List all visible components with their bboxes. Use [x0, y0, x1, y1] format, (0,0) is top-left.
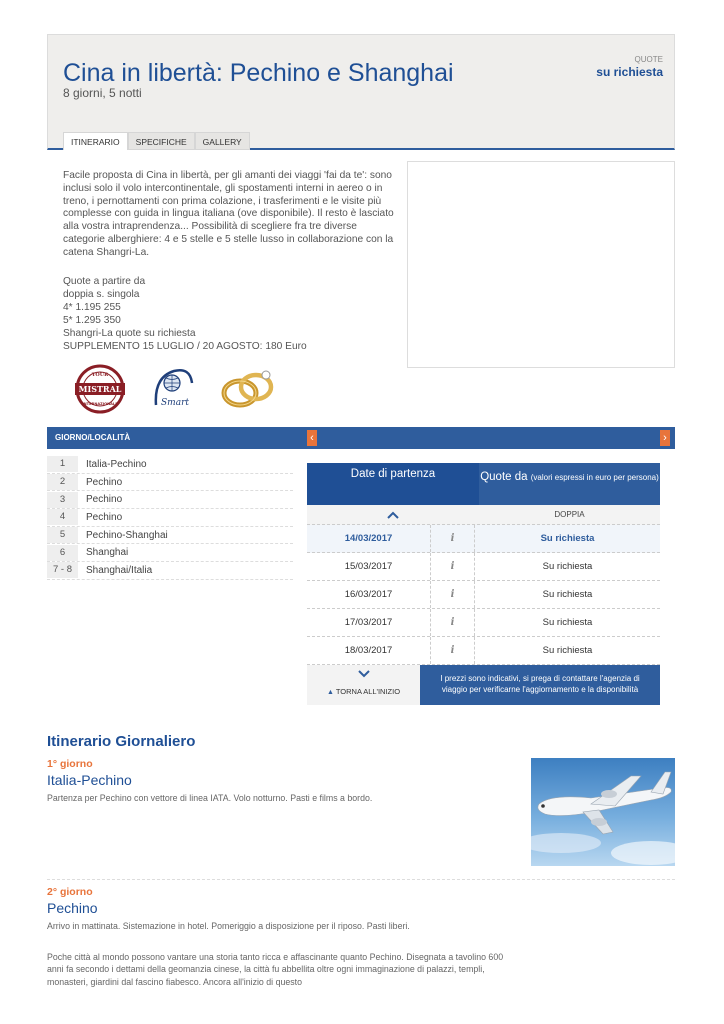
- chevron-down-icon[interactable]: [307, 665, 420, 683]
- info-icon[interactable]: i: [431, 553, 475, 580]
- intro-description: [63, 170, 398, 272]
- price-disclaimer: I prezzi sono indicativi, si prega di contattare l'agenzia di viaggio per verificarne l'aggiornamento e la disponibilità: [420, 665, 660, 705]
- chevron-up-icon[interactable]: [307, 505, 479, 524]
- schedule-header-label: GIORNO/LOCALITÀ: [55, 433, 131, 442]
- partner-logos: [72, 364, 280, 414]
- day-place: Pechino: [86, 511, 123, 523]
- svg-text:Smart: Smart: [161, 398, 189, 408]
- departure-date: 17/03/2017: [307, 609, 431, 636]
- day-description: Arrivo in mattinata. Sistemazione in hotel. Pomeriggio a disposizione per il riposo. Pasti liberi.: [47, 921, 410, 931]
- price-value: Su richiesta: [542, 645, 593, 656]
- departure-date: 15/03/2017: [307, 553, 431, 580]
- trip-image-placeholder: [407, 161, 675, 368]
- tab-bar: [63, 132, 250, 150]
- day-number: 7 - 8: [47, 562, 78, 578]
- day-number: 2: [47, 474, 78, 490]
- table-row[interactable]: [307, 553, 660, 581]
- day-place: Shanghai: [86, 547, 129, 559]
- day-place: Italia-Pechino: [86, 458, 147, 470]
- itinerary-title: Itinerario Giornaliero: [47, 733, 196, 750]
- mistral-logo: [72, 364, 128, 414]
- price-value: Su richiesta: [542, 589, 593, 600]
- day-description: Partenza per Pechino con vettore di linea IATA. Volo notturno. Pasti e films a bordo.: [47, 793, 373, 803]
- table-row[interactable]: [307, 609, 660, 637]
- day-number: 3: [47, 492, 78, 508]
- list-item[interactable]: [47, 509, 293, 527]
- intro-text: Facile proposta di Cina in libertà, per gli amanti dei viaggi 'fai da te': sono inclusi solo il volo intercontinentale, gli spostamenti interni in aereo o in treno, i pernottamenti con prima colazione, i trasferimenti e le visite più complesse con guida in lingua italiana (ove disponibile). Il resto è lasciato alla vostra intraprendenza... Possibilità di scegliere fra tre diverse categorie alberghiere: 4 e 5 stelle e 5 stelle lusso in collaborazione con la catena Shangri-La.: [63, 170, 394, 258]
- quote-value: su richiesta: [596, 65, 663, 79]
- quote-label: QUOTE: [634, 55, 663, 64]
- calendar-subheader: [307, 505, 660, 525]
- calendar-header: [307, 463, 660, 505]
- smart-logo: [150, 365, 196, 413]
- info-icon[interactable]: i: [431, 525, 475, 552]
- itinerary-day-1: [47, 758, 517, 805]
- info-icon[interactable]: i: [431, 609, 475, 636]
- day-number: 6: [47, 545, 78, 561]
- back-to-top-link[interactable]: [307, 687, 420, 696]
- day-place: Shanghai/Italia: [86, 564, 153, 576]
- price-line: 4* 1.195 255: [63, 302, 121, 313]
- back-to-top-label: TORNA ALL'INIZIO: [335, 687, 401, 696]
- tab-itinerario[interactable]: ITINERARIO: [63, 132, 128, 150]
- section-divider: [47, 879, 675, 880]
- schedule-header: [47, 427, 675, 449]
- trip-duration: 8 giorni, 5 notti: [63, 86, 142, 100]
- price-line: Quote a partire da: [63, 276, 146, 287]
- price-info: [63, 275, 307, 353]
- tab-gallery[interactable]: GALLERY: [195, 132, 250, 150]
- price-value: Su richiesta: [542, 561, 593, 572]
- list-item[interactable]: [47, 456, 293, 474]
- trip-header: [47, 34, 675, 150]
- info-icon[interactable]: i: [431, 637, 475, 664]
- departure-date: 14/03/2017: [307, 525, 431, 552]
- price-line: 5* 1.295 350: [63, 315, 121, 326]
- double-room-label: DOPPIA: [554, 510, 585, 519]
- price-value: Su richiesta: [540, 533, 595, 544]
- airplane-image: [531, 758, 675, 866]
- day-label: 1° giorno: [47, 758, 93, 770]
- departure-header: Date di partenza: [307, 463, 479, 505]
- triangle-up-icon: ▲: [326, 689, 334, 696]
- price-value: Su richiesta: [542, 617, 593, 628]
- price-line: SUPPLEMENTO 15 LUGLIO / 20 AGOSTO: 180 Euro: [63, 341, 307, 352]
- table-row[interactable]: [307, 525, 660, 553]
- departure-date: 18/03/2017: [307, 637, 431, 664]
- wedding-rings-logo: [218, 365, 280, 413]
- table-row[interactable]: [307, 637, 660, 665]
- day-place: Pechino: [86, 494, 123, 506]
- calendar-footer: [307, 665, 660, 705]
- day-number: 1: [47, 456, 78, 472]
- list-item[interactable]: [47, 562, 293, 580]
- quotes-header-note: (valori espressi in euro per persona): [530, 473, 659, 482]
- info-icon[interactable]: i: [431, 581, 475, 608]
- day-place: Pechino: [86, 476, 123, 488]
- day-list: [47, 456, 293, 580]
- list-item[interactable]: [47, 527, 293, 545]
- quotes-header: [479, 463, 660, 505]
- chevron-left-icon[interactable]: ‹: [307, 430, 317, 446]
- day-number: 4: [47, 509, 78, 525]
- day-place: Pechino-Shanghai: [86, 529, 168, 541]
- list-item[interactable]: [47, 491, 293, 509]
- svg-text:MISTRAL: MISTRAL: [78, 384, 122, 394]
- day-name: Pechino: [47, 900, 98, 916]
- svg-text:TOUR: TOUR: [91, 372, 109, 378]
- list-item[interactable]: [47, 544, 293, 562]
- price-line: doppia s. singola: [63, 289, 140, 300]
- calendar-nav: [307, 665, 420, 705]
- departure-date: 16/03/2017: [307, 581, 431, 608]
- quotes-header-label: Quote da: [480, 471, 528, 483]
- day-number: 5: [47, 527, 78, 543]
- day-name: Italia-Pechino: [47, 772, 132, 788]
- table-row[interactable]: [307, 581, 660, 609]
- itinerary-day-2: [47, 886, 517, 988]
- price-line: Shangri-La quote su richiesta: [63, 328, 196, 339]
- day-long-description: Poche città al mondo possono vantare una storia tanto ricca e affascinante quanto Pechino. Disegnata a tavolino 600 anni fa secondo i dettami della geomanzia cinese, la città fu abbellita oltre ogni immaginazione di palazzi, templi, monasteri, giardini dal fascino fiabesco. Ancora all'inizio di questo: [47, 951, 504, 987]
- list-item[interactable]: [47, 474, 293, 492]
- departure-calendar: [307, 463, 660, 705]
- page-title: Cina in libertà: Pechino e Shanghai: [63, 59, 454, 87]
- svg-text:INTERNAZIONALE: INTERNAZIONALE: [82, 402, 118, 406]
- day-label: 2° giorno: [47, 886, 93, 898]
- chevron-right-icon[interactable]: ›: [660, 430, 670, 446]
- tab-specifiche[interactable]: SPECIFICHE: [128, 132, 195, 150]
